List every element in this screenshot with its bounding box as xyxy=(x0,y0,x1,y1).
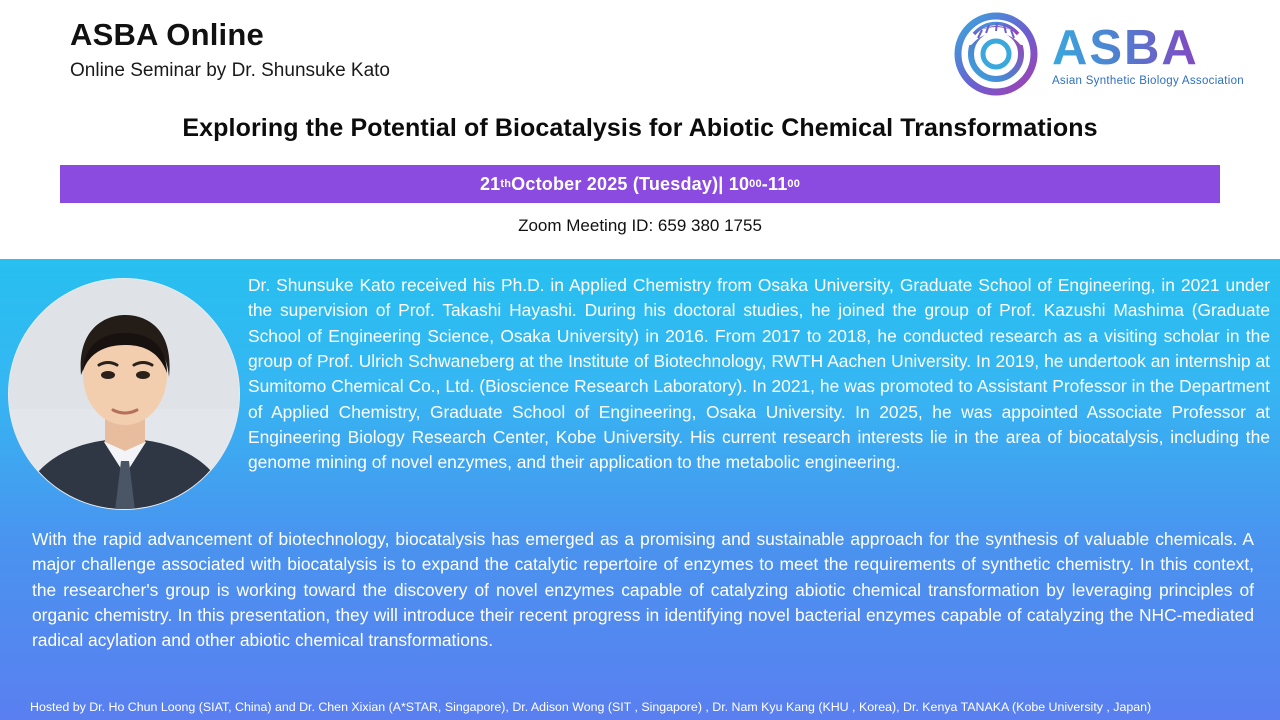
end-minutes: 00 xyxy=(787,178,801,190)
speaker-photo xyxy=(8,278,240,510)
zoom-meeting-id: Zoom Meeting ID: 659 380 1755 xyxy=(518,216,762,235)
start-minutes: 00 xyxy=(749,178,762,190)
asba-logo xyxy=(950,8,1244,100)
brand-title: ASBA Online xyxy=(70,17,264,52)
talk-abstract: With the rapid advancement of biotechnology, biocatalysis has emerged as a promising and sustainable approach for the synthesis of valuable chemicals. A major challenge associated with biocatalysis is to expand the catalytic repertoire of enzymes to meet the requirements of synthetic chemistry. In this context, the researcher's group is working toward the discovery of novel enzymes capable of catalyzing abiotic chemical transformation by leveraging principles of organic chemistry. In this presentation, they will introduce their recent progress in identifying novel bacterial enzymes capable of catalyzing the NHC-mediated radical acylation and other abiotic chemical transformations. xyxy=(32,529,1254,651)
talk-title: Exploring the Potential of Biocatalysis for Abiotic Chemical Transformations xyxy=(182,114,1098,142)
date-ordinal-suffix: th xyxy=(500,178,512,190)
asba-logo-text xyxy=(1051,21,1244,87)
poster-body xyxy=(0,259,1280,720)
date-day: 21 xyxy=(479,173,501,194)
speaker-bio: Dr. Shunsuke Kato received his Ph.D. in Applied Chemistry from Osaka University, Graduate School of Engineering, in 2021 under the supervision of Prof. Takashi Hayashi. During his doctoral studies, he joined the group of Prof. Kazushi Mashima (Graduate School of Engineering Science, Osaka University) in 2016. From 2017 to 2018, he conducted research as a visiting scholar in the group of Prof. Ulrich Schwaneberg at the Institute of Biotechnology, RWTH Aachen University. In 2019, he undertook an internship at Sumitomo Chemical Co., Ltd. (Bioscience Research Laboratory). In 2021, he was promoted to Assistant Professor in the Department of Applied Chemistry, Graduate School of Engineering, Osaka University. In 2025, he was appointed Associate Professor at Engineering Biology Research Center, Kobe University. His current research interests lie in the area of biocatalysis, including the genome mining of novel enzymes, and their application to the metabolic engineering. xyxy=(248,275,1270,473)
date-time-bar xyxy=(60,165,1220,203)
time-dash: -11 xyxy=(761,173,788,194)
asba-tagline: Asian Synthetic Biology Association xyxy=(1051,74,1244,87)
asba-logo-mark-icon xyxy=(950,8,1042,100)
asba-wordmark: ASBA xyxy=(1052,25,1244,72)
hosted-by-line: Hosted by Dr. Ho Chun Loong (SIAT, China) and Dr. Chen Xixian (A*STAR, Singapore), Dr. Adison Wong (SIT , Singapore) , Dr. Nam Kyu Kang (KHU , Korea), Dr. Kenya TANAKA (Kobe University , Japan) xyxy=(30,700,1152,714)
date-middle-text: October 2025 (Tuesday)| 10 xyxy=(511,173,750,194)
brand-subtitle: Online Seminar by Dr. Shunsuke Kato xyxy=(70,60,391,82)
poster-header xyxy=(0,0,1280,110)
